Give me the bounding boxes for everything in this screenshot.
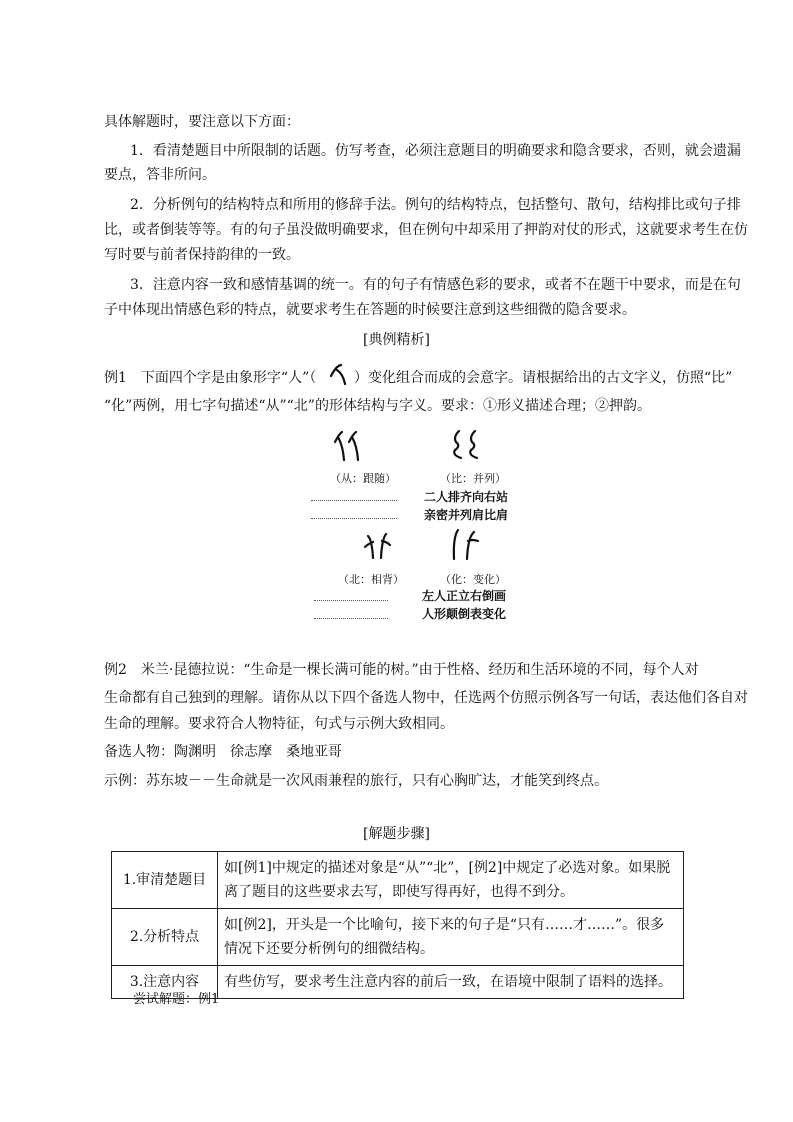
example2-line2: 生命都有自己独到的理解。请你从以下四个备选人物中，任选两个仿照示例各写一句话，表达他们各自对: [104, 690, 748, 706]
table-row: [112, 909, 684, 966]
cong-glyph-icon: [332, 428, 366, 464]
steps-title: [解题步骤]: [363, 826, 430, 842]
bei-glyph-icon: [362, 530, 396, 562]
paragraph-2-line-2: 比，或者倒装等等。有的句子虽没做明确要求，但在例句中却采用了押韵对仗的形式，这就要求考生在仿: [104, 222, 748, 238]
example1-line1-end: ）变化组合而成的会意字。请根据给出的古文字义，仿照“比”: [354, 370, 733, 386]
bei-label: （北：相背）: [338, 573, 404, 586]
example1-line2: “化”两例，用七字句描述“从”“北”的形体结构与字义。要求：①形义描述合理；②押韵。: [104, 398, 651, 414]
hua-label: （化：变化）: [440, 573, 506, 586]
step-body: 有些仿写，要求考生注意内容的前后一致，在语境中限制了语料的选择。: [218, 966, 684, 999]
footer-try: 尝试解题：例1: [133, 992, 220, 1007]
paragraph-1-line-2: 要点，答非所问。: [104, 167, 216, 183]
bi-label: （比：并列）: [440, 472, 506, 485]
paragraph-3-line-1: 3．注意内容一致和感情基调的统一。有的句子有情感色彩的要求，或者不在题干中要求，而是在句: [130, 277, 741, 293]
step-body: 如[例2]，开头是一个比喻句，接下来的句子是“只有……才……”。很多情况下还要分析例句的细微结构。: [218, 909, 684, 966]
answer-blank-bei-2: [314, 618, 388, 619]
section-title-examples: [典例精析]: [363, 332, 430, 348]
ren-glyph-icon: [327, 362, 353, 388]
table-row: [112, 852, 684, 909]
cong-label: （从：跟随）: [330, 472, 396, 485]
example2-sample: 示例：苏东坡－－生命就是一次风雨兼程的旅行，只有心胸旷达，才能笑到终点。: [104, 773, 608, 789]
step-body: 如[例1]中规定的描述对象是“从”“北”，[例2]中规定了必选对象。如果脱离了题目的这些要求去写，即使写得再好，也得不到分。: [218, 852, 684, 909]
hua-glyph-icon: [448, 527, 482, 563]
answer-blank-cong-2: [311, 518, 397, 519]
step-head: 3.注意内容: [112, 966, 218, 999]
bi-text-line1: 二人排齐向右站: [424, 490, 509, 504]
example1-line1-start: 例1 下面四个字是由象形字“人”（: [104, 370, 317, 386]
step-head: 1.审清楚题目: [112, 852, 218, 909]
paragraph-3-line-2: 子中体现出情感色彩的特点，就要求考生在答题的时候要注意到这些细微的隐含要求。: [104, 302, 636, 318]
answer-blank-bei-1: [314, 600, 388, 601]
paragraph-2-line-1: 2．分析例句的结构特点和所用的修辞手法。例句的结构特点，包括整句、散句，结构排比或句子排: [130, 197, 741, 213]
hua-text-line2: 人形颠倒表变化: [422, 607, 507, 621]
answer-blank-cong-1: [311, 500, 397, 501]
paragraph-intro: 具体解题时，要注意以下方面：: [104, 114, 300, 130]
step-head: 2.分析特点: [112, 909, 218, 966]
steps-table: [111, 851, 684, 999]
example2-line1: 例2 米兰·昆德拉说：“生命是一棵长满可能的树。”由于性格、经历和生活环境的不同，每个人对: [104, 662, 699, 678]
hua-text-line1: 左人正立右倒画: [422, 589, 507, 603]
example2-candidates: 备选人物：陶渊明 徐志摩 桑地亚哥: [104, 744, 342, 760]
bi-text-line2: 亲密并列肩比肩: [424, 508, 509, 522]
example2-line3: 生命的理解。要求符合人物特征，句式与示例大致相同。: [104, 716, 454, 732]
paragraph-2-line-3: 写时要与前者保持韵律的一致。: [104, 247, 300, 263]
bi-glyph-icon: [449, 428, 489, 462]
paragraph-1-line-1: 1．看清楚题目中所限制的话题。仿写考查，必须注意题目的明确要求和隐含要求，否则，就会遗漏: [130, 143, 741, 159]
